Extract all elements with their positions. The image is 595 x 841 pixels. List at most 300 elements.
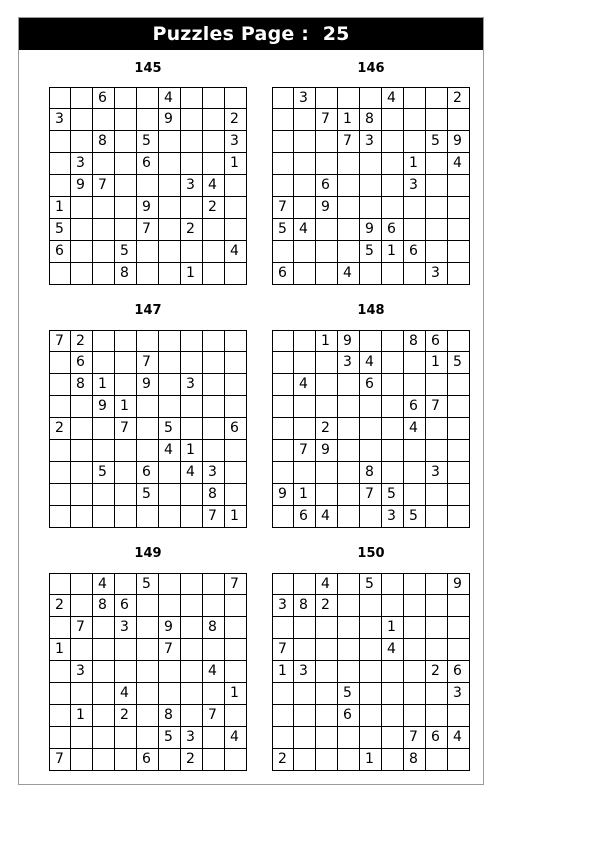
sudoku-cell: [272, 330, 294, 352]
sudoku-cell: [404, 683, 426, 705]
sudoku-cell: [115, 573, 137, 595]
sudoku-cell: [294, 197, 316, 219]
sudoku-cell: [272, 705, 294, 727]
sudoku-cell: [137, 506, 159, 528]
sudoku-cell: 3: [181, 374, 203, 396]
sudoku-cell: 6: [49, 241, 71, 263]
sudoku-cell: 6: [272, 263, 294, 285]
sudoku-cell: 4: [448, 153, 470, 175]
sudoku-cell: [49, 153, 71, 175]
puzzle-label: 147: [134, 303, 162, 318]
sudoku-cell: [181, 418, 203, 440]
sudoku-cell: 9: [448, 573, 470, 595]
sudoku-cell: [404, 617, 426, 639]
puzzle-label: 145: [134, 61, 162, 76]
sudoku-cell: 9: [272, 484, 294, 506]
sudoku-cell: [71, 418, 93, 440]
sudoku-cell: 2: [316, 418, 338, 440]
sudoku-cell: 9: [159, 617, 181, 639]
sudoku-cell: [49, 661, 71, 683]
sudoku-cell: [360, 661, 382, 683]
sudoku-cell: [448, 396, 470, 418]
sudoku-cell: [382, 705, 404, 727]
sudoku-cell: 7: [316, 109, 338, 131]
sudoku-cell: 1: [316, 330, 338, 352]
sudoku-cell: 8: [203, 617, 225, 639]
sudoku-cell: [338, 595, 360, 617]
sudoku-cell: [93, 219, 115, 241]
sudoku-cell: [404, 462, 426, 484]
sudoku-cell: [338, 219, 360, 241]
sudoku-cell: [115, 197, 137, 219]
sudoku-cell: [137, 705, 159, 727]
sudoku-cell: [159, 175, 181, 197]
sudoku-cell: [382, 462, 404, 484]
sudoku-cell: [294, 352, 316, 374]
sudoku-cell: 8: [93, 131, 115, 153]
sudoku-cell: 5: [272, 219, 294, 241]
sudoku-cell: [71, 506, 93, 528]
sudoku-cell: [203, 352, 225, 374]
sudoku-cell: [203, 153, 225, 175]
sudoku-cell: 1: [225, 153, 247, 175]
sudoku-cell: [159, 506, 181, 528]
sudoku-cell: [360, 683, 382, 705]
sudoku-cell: 6: [137, 749, 159, 771]
sudoku-cell: [159, 330, 181, 352]
sudoku-cell: 3: [448, 683, 470, 705]
sudoku-cell: [71, 484, 93, 506]
sudoku-cell: [448, 462, 470, 484]
sudoku-cell: [404, 484, 426, 506]
sudoku-cell: [49, 352, 71, 374]
sudoku-cell: [137, 595, 159, 617]
sudoku-cell: 8: [71, 374, 93, 396]
sudoku-cell: [272, 374, 294, 396]
sudoku-cell: 7: [115, 418, 137, 440]
puzzle-label: 146: [357, 61, 385, 76]
sudoku-cell: 6: [137, 462, 159, 484]
sudoku-cell: [93, 506, 115, 528]
sudoku-cell: [316, 374, 338, 396]
sudoku-cell: 3: [272, 595, 294, 617]
sudoku-cell: [316, 749, 338, 771]
sudoku-cell: 7: [49, 749, 71, 771]
sudoku-cell: [382, 418, 404, 440]
sudoku-cell: [115, 374, 137, 396]
sudoku-cell: 7: [203, 506, 225, 528]
sudoku-cell: [225, 263, 247, 285]
sudoku-cell: [316, 131, 338, 153]
sudoku-cell: 5: [338, 683, 360, 705]
sudoku-cell: 4: [225, 241, 247, 263]
sudoku-cell: [382, 749, 404, 771]
sudoku-cell: [338, 396, 360, 418]
sudoku-cell: [181, 241, 203, 263]
sudoku-cell: [272, 573, 294, 595]
sudoku-cell: 1: [181, 440, 203, 462]
sudoku-cell: [49, 573, 71, 595]
sudoku-cell: 7: [203, 705, 225, 727]
sudoku-cell: [71, 639, 93, 661]
sudoku-cell: [225, 219, 247, 241]
sudoku-cell: [404, 595, 426, 617]
sudoku-cell: [404, 440, 426, 462]
sudoku-cell: 3: [294, 661, 316, 683]
sudoku-cell: 6: [115, 595, 137, 617]
sudoku-cell: [272, 131, 294, 153]
sudoku-cell: [181, 352, 203, 374]
sudoku-cell: [93, 241, 115, 263]
sudoku-cell: [93, 263, 115, 285]
sudoku-cell: 3: [294, 87, 316, 109]
sudoku-cell: [294, 573, 316, 595]
sudoku-cell: [448, 197, 470, 219]
sudoku-cell: [203, 396, 225, 418]
sudoku-cell: [448, 705, 470, 727]
sudoku-cell: [360, 330, 382, 352]
sudoku-cell: [203, 639, 225, 661]
sudoku-cell: [71, 749, 93, 771]
sudoku-cell: [159, 661, 181, 683]
sudoku-cell: [338, 87, 360, 109]
sudoku-cell: [338, 573, 360, 595]
sudoku-cell: [272, 109, 294, 131]
sudoku-cell: [360, 440, 382, 462]
sudoku-cell: [448, 263, 470, 285]
sudoku-cell: [181, 396, 203, 418]
puzzle-label: 149: [134, 546, 162, 561]
sudoku-cell: [448, 440, 470, 462]
sudoku-cell: 7: [225, 573, 247, 595]
sudoku-cell: [426, 374, 448, 396]
sudoku-cell: [159, 241, 181, 263]
sudoku-cell: [93, 727, 115, 749]
sudoku-cell: [294, 683, 316, 705]
sudoku-cell: [426, 705, 448, 727]
sudoku-cell: [272, 241, 294, 263]
sudoku-cell: [159, 352, 181, 374]
sudoku-cell: [181, 705, 203, 727]
sudoku-cell: [137, 418, 159, 440]
sudoku-cell: [181, 573, 203, 595]
sudoku-cell: [49, 705, 71, 727]
sudoku-cell: [272, 153, 294, 175]
sudoku-cell: [137, 175, 159, 197]
sudoku-cell: [426, 506, 448, 528]
sudoku-cell: [49, 617, 71, 639]
sudoku-cell: [316, 87, 338, 109]
sudoku-cell: [316, 639, 338, 661]
sudoku-cell: [448, 418, 470, 440]
sudoku-cell: 5: [137, 484, 159, 506]
sudoku-cell: [115, 219, 137, 241]
sudoku-cell: 4: [294, 219, 316, 241]
sudoku-cell: [203, 87, 225, 109]
sudoku-cell: [159, 263, 181, 285]
sudoku-cell: 2: [181, 749, 203, 771]
sudoku-cell: 6: [338, 705, 360, 727]
sudoku-cell: 5: [137, 573, 159, 595]
sudoku-cell: 7: [272, 639, 294, 661]
sudoku-cell: [93, 330, 115, 352]
sudoku-cell: [426, 749, 448, 771]
sudoku-cell: [448, 484, 470, 506]
sudoku-cell: 4: [294, 374, 316, 396]
sudoku-cell: [360, 418, 382, 440]
sudoku-cell: [137, 639, 159, 661]
sudoku-cell: [93, 153, 115, 175]
sudoku-cell: [294, 330, 316, 352]
sudoku-cell: [448, 175, 470, 197]
sudoku-cell: [338, 749, 360, 771]
sudoku-cell: [159, 131, 181, 153]
sudoku-cell: 1: [71, 705, 93, 727]
sudoku-cell: [316, 219, 338, 241]
sudoku-cell: [426, 573, 448, 595]
sudoku-cell: [382, 396, 404, 418]
sudoku-cell: [426, 484, 448, 506]
sudoku-cell: [316, 153, 338, 175]
sudoku-cell: [360, 595, 382, 617]
sudoku-cell: [382, 440, 404, 462]
sudoku-cell: [272, 440, 294, 462]
sudoku-cell: [49, 374, 71, 396]
sudoku-cell: 4: [382, 87, 404, 109]
sudoku-cell: 8: [203, 484, 225, 506]
sudoku-cell: [272, 683, 294, 705]
sudoku-cell: [426, 617, 448, 639]
sudoku-cell: [159, 573, 181, 595]
sudoku-cell: 9: [448, 131, 470, 153]
sudoku-cell: [115, 87, 137, 109]
sudoku-cell: 6: [71, 352, 93, 374]
sudoku-cell: 1: [49, 639, 71, 661]
sudoku-cell: 7: [272, 197, 294, 219]
sudoku-cell: [272, 617, 294, 639]
sudoku-cell: [71, 109, 93, 131]
sudoku-cell: [338, 661, 360, 683]
sudoku-cell: [93, 639, 115, 661]
sudoku-cell: [93, 440, 115, 462]
sudoku-cell: [71, 263, 93, 285]
sudoku-cell: [159, 197, 181, 219]
sudoku-cell: 4: [382, 639, 404, 661]
sudoku-cell: [181, 595, 203, 617]
sudoku-cell: [203, 440, 225, 462]
sudoku-cell: 9: [360, 219, 382, 241]
sudoku-cell: 4: [404, 418, 426, 440]
sudoku-cell: 2: [71, 330, 93, 352]
sudoku-cell: [159, 683, 181, 705]
sudoku-cell: 3: [426, 263, 448, 285]
sudoku-cell: [115, 175, 137, 197]
sudoku-cell: 1: [225, 506, 247, 528]
sudoku-cell: [115, 639, 137, 661]
sudoku-cell: 6: [225, 418, 247, 440]
sudoku-cell: [71, 727, 93, 749]
sudoku-cell: [49, 131, 71, 153]
sudoku-cell: 3: [426, 462, 448, 484]
sudoku-cell: [316, 396, 338, 418]
sudoku-cell: [294, 418, 316, 440]
sudoku-cell: [159, 153, 181, 175]
sudoku-cell: 2: [203, 197, 225, 219]
sudoku-cell: [448, 241, 470, 263]
sudoku-cell: 6: [137, 153, 159, 175]
sudoku-cell: [181, 484, 203, 506]
sudoku-cell: [203, 573, 225, 595]
sudoku-cell: [448, 219, 470, 241]
sudoku-cell: [181, 153, 203, 175]
sudoku-cell: [316, 352, 338, 374]
sudoku-cell: [448, 109, 470, 131]
sudoku-cell: [404, 374, 426, 396]
sudoku-cell: [426, 683, 448, 705]
sudoku-cell: [225, 197, 247, 219]
sudoku-cell: [382, 197, 404, 219]
sudoku-cell: [93, 352, 115, 374]
sudoku-cell: [159, 396, 181, 418]
sudoku-cell: [294, 241, 316, 263]
sudoku-cell: 2: [225, 109, 247, 131]
sudoku-cell: 2: [49, 418, 71, 440]
sudoku-cell: [272, 87, 294, 109]
sudoku-cell: [181, 109, 203, 131]
sudoku-cell: 4: [159, 87, 181, 109]
sudoku-cell: 4: [203, 175, 225, 197]
sudoku-cell: [115, 749, 137, 771]
sudoku-cell: [71, 462, 93, 484]
sudoku-cell: [448, 617, 470, 639]
sudoku-cell: [316, 661, 338, 683]
sudoku-cell: [225, 352, 247, 374]
sudoku-cell: [115, 352, 137, 374]
sudoku-cell: [93, 484, 115, 506]
sudoku-cell: [71, 440, 93, 462]
sudoku-cell: 6: [404, 396, 426, 418]
puzzle-page: [18, 17, 484, 785]
sudoku-cell: 4: [225, 727, 247, 749]
sudoku-cell: 6: [382, 219, 404, 241]
sudoku-cell: [294, 109, 316, 131]
sudoku-cell: [93, 197, 115, 219]
sudoku-cell: 9: [338, 330, 360, 352]
sudoku-cell: [316, 263, 338, 285]
sudoku-cell: 6: [426, 727, 448, 749]
sudoku-cell: [426, 639, 448, 661]
sudoku-cell: [93, 109, 115, 131]
sudoku-cell: 9: [316, 197, 338, 219]
sudoku-cell: [360, 263, 382, 285]
sudoku-cell: 1: [272, 661, 294, 683]
sudoku-cell: [115, 506, 137, 528]
sudoku-cell: [426, 109, 448, 131]
sudoku-cell: 2: [181, 219, 203, 241]
sudoku-cell: 1: [382, 241, 404, 263]
sudoku-cell: 3: [338, 352, 360, 374]
sudoku-cell: [115, 109, 137, 131]
sudoku-cell: [137, 727, 159, 749]
sudoku-cell: [294, 639, 316, 661]
sudoku-cell: 7: [49, 330, 71, 352]
sudoku-cell: [360, 396, 382, 418]
sudoku-cell: [181, 87, 203, 109]
sudoku-cell: [203, 683, 225, 705]
sudoku-cell: 5: [382, 484, 404, 506]
sudoku-cell: 4: [316, 506, 338, 528]
sudoku-cell: 6: [294, 506, 316, 528]
sudoku-cell: [225, 749, 247, 771]
sudoku-cell: [203, 595, 225, 617]
sudoku-cell: [159, 595, 181, 617]
sudoku-grid: [272, 87, 470, 285]
sudoku-cell: [71, 595, 93, 617]
sudoku-cell: [382, 683, 404, 705]
sudoku-cell: 3: [71, 661, 93, 683]
sudoku-cell: [360, 639, 382, 661]
sudoku-cell: [93, 683, 115, 705]
sudoku-cell: [404, 705, 426, 727]
page-title: Puzzles Page : 25: [19, 18, 483, 50]
sudoku-cell: 9: [159, 109, 181, 131]
sudoku-cell: 3: [115, 617, 137, 639]
sudoku-cell: [382, 263, 404, 285]
sudoku-cell: [316, 462, 338, 484]
sudoku-cell: [294, 153, 316, 175]
sudoku-cell: [203, 219, 225, 241]
sudoku-cell: 7: [137, 219, 159, 241]
sudoku-cell: [448, 749, 470, 771]
sudoku-cell: [316, 484, 338, 506]
sudoku-cell: 6: [316, 175, 338, 197]
sudoku-cell: 6: [404, 241, 426, 263]
sudoku-cell: [426, 440, 448, 462]
sudoku-cell: [181, 197, 203, 219]
sudoku-cell: [448, 506, 470, 528]
sudoku-cell: 4: [115, 683, 137, 705]
sudoku-cell: 4: [181, 462, 203, 484]
sudoku-cell: 7: [338, 131, 360, 153]
sudoku-cell: [426, 241, 448, 263]
sudoku-cell: 2: [448, 87, 470, 109]
sudoku-cell: [49, 263, 71, 285]
sudoku-cell: [272, 727, 294, 749]
sudoku-cell: 8: [360, 462, 382, 484]
sudoku-cell: [316, 683, 338, 705]
sudoku-cell: 7: [159, 639, 181, 661]
sudoku-cell: [181, 683, 203, 705]
puzzle-label: 150: [357, 546, 385, 561]
sudoku-cell: 9: [71, 175, 93, 197]
sudoku-cell: [71, 573, 93, 595]
sudoku-cell: 5: [93, 462, 115, 484]
sudoku-cell: [71, 197, 93, 219]
sudoku-cell: [93, 705, 115, 727]
sudoku-cell: [360, 617, 382, 639]
sudoku-cell: [115, 661, 137, 683]
sudoku-cell: [203, 131, 225, 153]
sudoku-cell: [272, 462, 294, 484]
sudoku-cell: [338, 727, 360, 749]
sudoku-cell: 2: [272, 749, 294, 771]
sudoku-cell: [71, 241, 93, 263]
sudoku-cell: [338, 241, 360, 263]
sudoku-cell: [272, 506, 294, 528]
sudoku-cell: [404, 661, 426, 683]
sudoku-cell: [338, 418, 360, 440]
sudoku-cell: [49, 727, 71, 749]
